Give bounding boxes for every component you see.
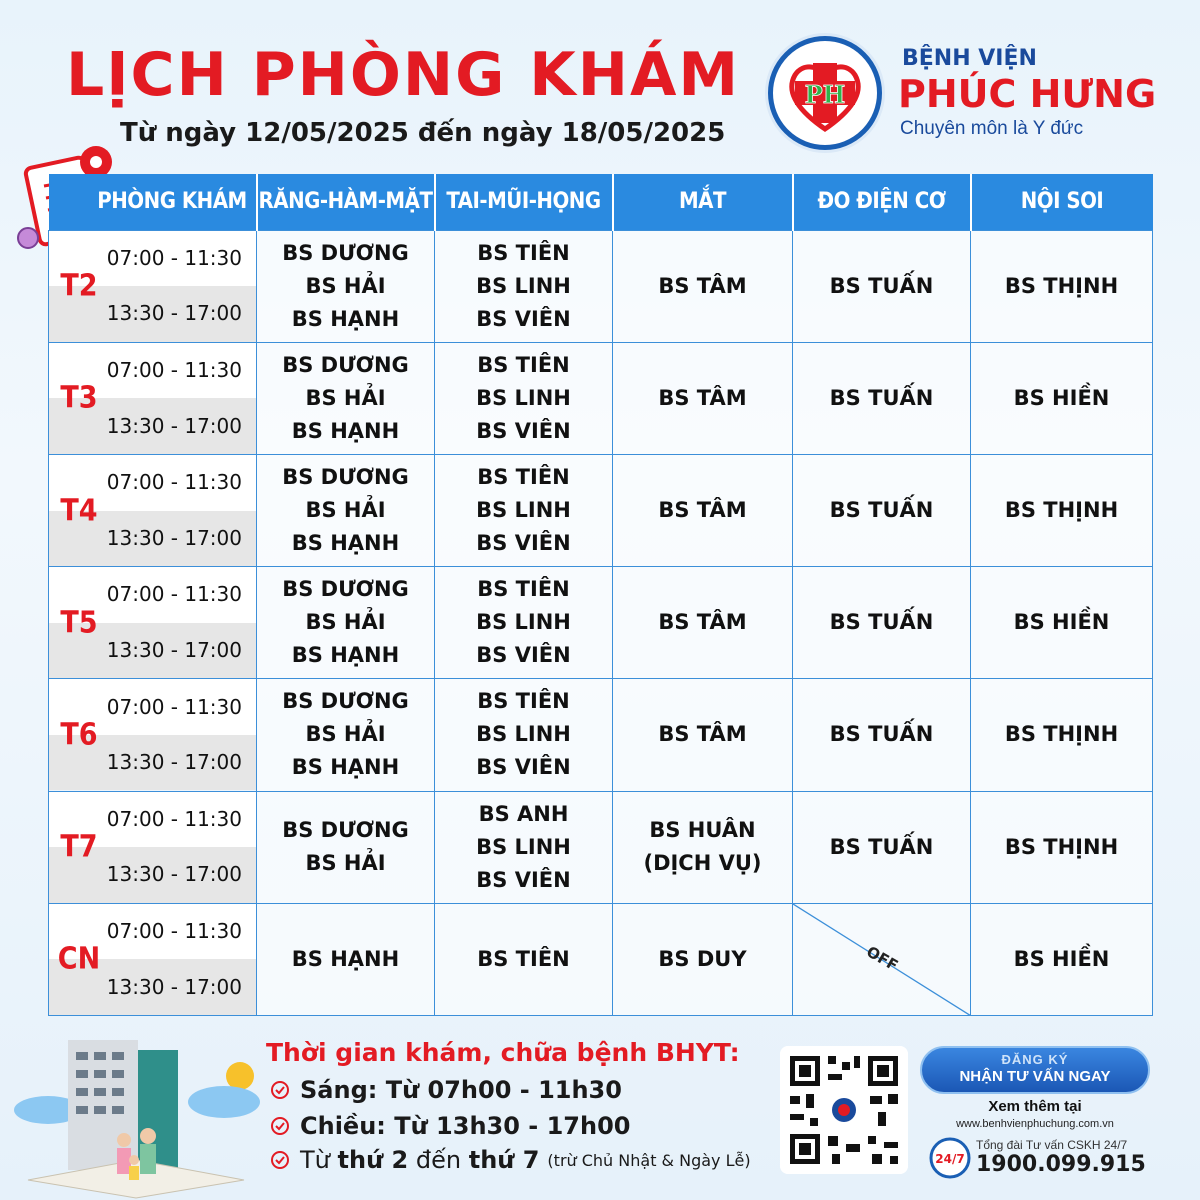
doctor-cell	[435, 903, 613, 1015]
day-wrapper	[49, 567, 256, 678]
doctor-name: BS TIÊN	[477, 240, 570, 265]
doctor-cell	[971, 454, 1153, 566]
day-cell	[49, 230, 257, 342]
column-header: TAI-MŨI-HỌNG	[435, 174, 613, 230]
doctor-cell	[613, 679, 793, 791]
doctor-cell	[257, 454, 435, 566]
doctor-name: BS HẠNH	[291, 643, 400, 668]
check-circle-icon	[270, 1116, 290, 1136]
doctor-name: BS TUẤN	[829, 834, 934, 859]
morning-slot: 07:00 - 11:30	[49, 343, 256, 399]
day-code: T4	[60, 493, 98, 528]
doctor-cell	[793, 567, 971, 679]
doctor-name: BS TÂM	[658, 385, 747, 410]
doctor-name: BS HẢI	[305, 273, 386, 298]
afternoon-slot: 13:30 - 17:00	[49, 623, 256, 679]
bhyt-days-prefix: Từ	[300, 1146, 330, 1174]
column-header: ĐO ĐIỆN CƠ	[793, 174, 971, 230]
doctor-name: BS TIÊN	[477, 689, 570, 714]
day-code: T7	[60, 829, 98, 865]
afternoon-slot: 13:30 - 17:00	[49, 959, 256, 1015]
doctor-name: BS VIÊN	[476, 418, 571, 443]
afternoon-slot: 13:30 - 17:00	[49, 398, 256, 454]
check-circle-icon	[270, 1150, 290, 1170]
column-header: RĂNG-HÀM-MẶT	[257, 174, 435, 230]
doctor-cell	[971, 791, 1153, 903]
day-wrapper	[49, 455, 256, 566]
doctor-cell	[613, 454, 793, 566]
cta-line2: NHẬN TƯ VẤN NGAY	[959, 1068, 1111, 1085]
doctor-cell	[793, 230, 971, 342]
day-wrapper	[49, 343, 256, 454]
brand-line1: BỆNH VIỆN	[902, 46, 1037, 71]
doctor-name: BS TÂM	[658, 610, 747, 635]
logo-letters: PH	[804, 80, 846, 109]
bhyt-days-note: (trừ Chủ Nhật & Ngày Lễ)	[547, 1150, 751, 1170]
doctor-name: BS LINH	[476, 498, 571, 522]
table-header-row	[49, 174, 1153, 230]
table-row	[49, 342, 1153, 454]
doctor-name: BS TIÊN	[477, 946, 570, 971]
doctor-name: BS ANH	[478, 801, 569, 826]
clinic-schedule-table	[48, 174, 1153, 1016]
column-header: MẮT	[613, 174, 793, 230]
doctor-name: BS HIỀN	[1013, 946, 1110, 971]
qr-code[interactable]	[780, 1046, 908, 1174]
doctor-cell	[613, 342, 793, 454]
column-header: NỘI SOI	[971, 174, 1153, 230]
doctor-name: BS LINH	[476, 610, 571, 635]
doctor-name: BS HẢI	[305, 610, 386, 635]
day-cell	[49, 679, 257, 791]
hotline-badge-text: 24/7	[935, 1152, 965, 1166]
afternoon-slot: 13:30 - 17:00	[49, 735, 256, 791]
doctor-cell	[793, 679, 971, 791]
doctor-name: BS DUY	[658, 946, 747, 971]
day-cell	[49, 342, 257, 454]
bhyt-days-mid: đến	[415, 1146, 462, 1174]
day-cell	[49, 791, 257, 903]
day-wrapper	[49, 792, 256, 903]
morning-slot: 07:00 - 11:30	[49, 679, 256, 735]
doctor-name: BS THỊNH	[1004, 273, 1119, 298]
doctor-name: BS VIÊN	[476, 306, 571, 331]
hospital-building-illustration	[8, 1020, 264, 1200]
hotline-number[interactable]: 1900.099.915	[976, 1152, 1146, 1177]
day-wrapper	[49, 231, 256, 342]
doctor-name: BS HẠNH	[291, 946, 400, 971]
doctor-cell	[257, 230, 435, 342]
doctor-name: BS VIÊN	[476, 531, 571, 555]
doctor-cell	[435, 454, 613, 566]
doctor-cell	[435, 342, 613, 454]
doctor-name: BS TÂM	[658, 498, 747, 522]
day-code: CN	[57, 941, 101, 977]
doctor-name: BS TIÊN	[477, 465, 570, 489]
bhyt-days-from: thứ 2	[337, 1146, 409, 1174]
doctor-name: BS TUẤN	[829, 385, 934, 410]
bhyt-days-to: thứ 7	[468, 1146, 540, 1174]
doctor-name: BS LINH	[476, 273, 571, 298]
doctor-name: BS LINH	[476, 834, 571, 859]
doctor-cell	[971, 230, 1153, 342]
doctor-name: BS TUẤN	[829, 610, 934, 635]
date-range: Từ ngày 12/05/2025 đến ngày 18/05/2025	[120, 118, 726, 148]
doctor-cell	[257, 679, 435, 791]
doctor-cell	[793, 342, 971, 454]
doctor-name: BS DƯƠNG	[282, 689, 409, 714]
doctor-cell	[435, 679, 613, 791]
doctor-name: BS TUẤN	[829, 498, 934, 522]
doctor-cell	[435, 567, 613, 679]
hotline-24-7-icon	[928, 1136, 972, 1180]
morning-slot: 07:00 - 11:30	[49, 455, 256, 511]
doctor-cell	[435, 791, 613, 903]
doctor-name: BS TIÊN	[477, 352, 570, 377]
afternoon-slot: 13:30 - 17:00	[49, 286, 256, 342]
column-header: PHÒNG KHÁM	[49, 174, 257, 230]
doctor-cell	[613, 903, 793, 1015]
table-row	[49, 903, 1153, 1015]
doctor-name: BS TIÊN	[477, 577, 570, 602]
table-row	[49, 230, 1153, 342]
hospital-logo	[768, 36, 882, 150]
doctor-name: BS HẠNH	[291, 306, 400, 331]
doctor-name: (DỊCH VỤ)	[643, 851, 762, 876]
bhyt-afternoon	[270, 1112, 631, 1140]
doctor-name: BS TUẤN	[829, 722, 934, 747]
doctor-cell	[613, 567, 793, 679]
doctor-name: BS DƯƠNG	[282, 577, 409, 602]
morning-slot: 07:00 - 11:30	[49, 904, 256, 960]
doctor-name: BS DƯƠNG	[282, 465, 409, 489]
day-wrapper	[49, 904, 256, 1015]
doctor-cell	[971, 567, 1153, 679]
doctor-name: BS LINH	[476, 385, 571, 410]
day-code: T3	[60, 380, 98, 416]
doctor-name: BS TÂM	[658, 273, 747, 298]
afternoon-slot: 13:30 - 17:00	[49, 511, 256, 567]
doctor-name: BS HẠNH	[291, 531, 400, 555]
table-row	[49, 791, 1153, 903]
day-code: T6	[60, 717, 98, 753]
table-row	[49, 679, 1153, 791]
register-consult-button[interactable]	[920, 1046, 1150, 1094]
doctor-cell	[971, 903, 1153, 1015]
doctor-name: BS THỊNH	[1004, 722, 1119, 747]
brand-tagline: Chuyên môn là Y đức	[900, 118, 1084, 139]
off-cell	[793, 903, 971, 1015]
doctor-name: BS HẢI	[305, 498, 386, 522]
doctor-name: BS TÂM	[658, 722, 747, 747]
brand-name: PHÚC HƯNG	[898, 72, 1157, 116]
doctor-name: BS VIÊN	[476, 755, 571, 780]
doctor-name: BS HẠNH	[291, 755, 400, 780]
day-cell	[49, 454, 257, 566]
page-title: LỊCH PHÒNG KHÁM	[66, 40, 741, 110]
doctor-cell	[793, 791, 971, 903]
see-more-label: Xem thêm tại	[988, 1098, 1082, 1115]
day-code: T5	[60, 605, 98, 641]
doctor-cell	[971, 342, 1153, 454]
off-label: OFF	[862, 942, 901, 976]
doctor-name: BS HẢI	[305, 851, 386, 876]
doctor-name: BS HẢI	[305, 722, 386, 747]
afternoon-slot: 13:30 - 17:00	[49, 847, 256, 903]
website-link[interactable]: www.benhvienphuchung.com.vn	[956, 1118, 1114, 1130]
bhyt-days	[270, 1146, 751, 1174]
day-cell	[49, 903, 257, 1015]
doctor-cell	[257, 791, 435, 903]
doctor-name: BS DƯƠNG	[282, 240, 409, 265]
check-circle-icon	[270, 1080, 290, 1100]
doctor-name: BS DƯƠNG	[282, 818, 409, 843]
doctor-cell	[257, 903, 435, 1015]
table-row	[49, 567, 1153, 679]
table-row	[49, 454, 1153, 566]
doctor-cell	[257, 342, 435, 454]
doctor-name: BS HẠNH	[291, 418, 400, 443]
hotline-label: Tổng đài Tư vấn CSKH 24/7	[976, 1138, 1128, 1152]
doctor-cell	[613, 791, 793, 903]
doctor-name: BS THỊNH	[1004, 834, 1119, 859]
morning-slot: 07:00 - 11:30	[49, 792, 256, 848]
doctor-name: BS LINH	[476, 722, 571, 747]
bhyt-title: Thời gian khám, chữa bệnh BHYT:	[266, 1038, 740, 1067]
morning-slot: 07:00 - 11:30	[49, 231, 256, 287]
doctor-name: BS DƯƠNG	[282, 352, 409, 377]
doctor-cell	[971, 679, 1153, 791]
day-code: T2	[60, 268, 98, 304]
doctor-name: BS VIÊN	[476, 867, 571, 892]
doctor-name: BS HUÂN	[649, 818, 756, 843]
bhyt-morning	[270, 1076, 622, 1104]
doctor-name: BS TUẤN	[829, 273, 934, 298]
day-wrapper	[49, 679, 256, 790]
doctor-name: BS THỊNH	[1004, 498, 1119, 522]
doctor-cell	[793, 454, 971, 566]
cta-line1: ĐĂNG KÝ	[1001, 1052, 1069, 1067]
day-cell	[49, 567, 257, 679]
doctor-cell	[257, 567, 435, 679]
doctor-name: BS HIỀN	[1013, 610, 1110, 635]
bhyt-afternoon-text: Chiều: Từ 13h30 - 17h00	[300, 1112, 631, 1140]
doctor-name: BS HẢI	[305, 385, 386, 410]
doctor-name: BS HIỀN	[1013, 385, 1110, 410]
morning-slot: 07:00 - 11:30	[49, 567, 256, 623]
doctor-cell	[613, 230, 793, 342]
bhyt-morning-text: Sáng: Từ 07h00 - 11h30	[300, 1076, 622, 1104]
doctor-cell	[435, 230, 613, 342]
doctor-name: BS VIÊN	[476, 643, 571, 668]
